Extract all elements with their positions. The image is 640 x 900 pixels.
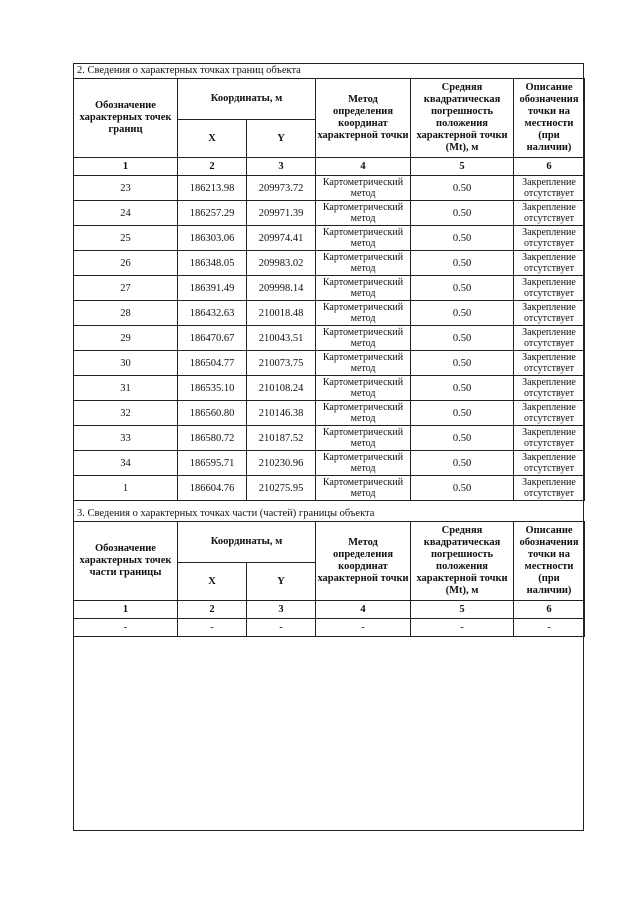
y-coordinate-cell: 210146.38 (247, 401, 316, 426)
column-number: 3 (247, 601, 316, 619)
column-number: 1 (74, 601, 178, 619)
section-2-title: 2. Сведения о характерных точках границ объекта (77, 65, 301, 76)
error-cell: 0.50 (411, 326, 514, 351)
method-cell: Картометрический метод (316, 426, 411, 451)
description-cell: Закрепление отсутствует (514, 301, 585, 326)
point-cell: 23 (74, 176, 178, 201)
point-cell: 33 (74, 426, 178, 451)
method-cell: Картометрический метод (316, 301, 411, 326)
y-coordinate-cell: 210275.95 (247, 476, 316, 501)
column-number: 3 (247, 158, 316, 176)
error-cell: 0.50 (411, 276, 514, 301)
x-coordinate-cell: - (178, 619, 247, 637)
description-cell: Закрепление отсутствует (514, 476, 585, 501)
coordinates-header: Координаты, м (178, 522, 316, 563)
column-number: 6 (514, 158, 585, 176)
y-coordinate-cell: 210018.48 (247, 301, 316, 326)
method-cell: Картометрический метод (316, 476, 411, 501)
point-cell: 30 (74, 351, 178, 376)
table-row (74, 251, 585, 276)
method-cell: Картометрический метод (316, 226, 411, 251)
column-numbers-row (74, 158, 585, 176)
error-cell: 0.50 (411, 251, 514, 276)
x-coordinate-cell: 186580.72 (178, 426, 247, 451)
error-cell: 0.50 (411, 201, 514, 226)
y-coordinate-cell: 210230.96 (247, 451, 316, 476)
description-cell: Закрепление отсутствует (514, 251, 585, 276)
column-numbers-row (74, 601, 585, 619)
designation-header: Обозначение характерных точек границ (74, 79, 178, 158)
coordinates-header: Координаты, м (178, 79, 316, 120)
description-cell: Закрепление отсутствует (514, 201, 585, 226)
column-number: 2 (178, 601, 247, 619)
column-number: 5 (411, 158, 514, 176)
method-cell: Картометрический метод (316, 376, 411, 401)
column-number: 2 (178, 158, 247, 176)
table-row (74, 619, 585, 637)
y-coordinate-cell: 210043.51 (247, 326, 316, 351)
column-number: 6 (514, 601, 585, 619)
column-number: 1 (74, 158, 178, 176)
point-cell: 27 (74, 276, 178, 301)
y-coordinate-cell: 209983.02 (247, 251, 316, 276)
error-cell: 0.50 (411, 351, 514, 376)
description-cell: Закрепление отсутствует (514, 351, 585, 376)
method-cell: Картометрический метод (316, 176, 411, 201)
description-cell: Закрепление отсутствует (514, 226, 585, 251)
y-coordinate-cell: 210187.52 (247, 426, 316, 451)
description-cell: Закрепление отсутствует (514, 401, 585, 426)
x-header: X (178, 563, 247, 601)
method-cell: Картометрический метод (316, 351, 411, 376)
x-coordinate-cell: 186348.05 (178, 251, 247, 276)
x-header: X (178, 120, 247, 158)
table-row (74, 426, 585, 451)
x-coordinate-cell: 186595.71 (178, 451, 247, 476)
x-coordinate-cell: 186560.80 (178, 401, 247, 426)
method-cell: Картометрический метод (316, 451, 411, 476)
y-header: Y (247, 563, 316, 601)
table-row (74, 301, 585, 326)
table-row (74, 326, 585, 351)
column-number: 5 (411, 601, 514, 619)
x-coordinate-cell: 186535.10 (178, 376, 247, 401)
error-cell: 0.50 (411, 401, 514, 426)
y-coordinate-cell: 209973.72 (247, 176, 316, 201)
table-row (74, 401, 585, 426)
error-header: Средняя квадратическая погрешность положения характерной точки (Mt), м (411, 522, 514, 601)
error-cell: 0.50 (411, 301, 514, 326)
part-boundary-points-table (73, 521, 585, 637)
table-row (74, 376, 585, 401)
y-coordinate-cell: 209971.39 (247, 201, 316, 226)
error-cell: 0.50 (411, 451, 514, 476)
point-cell: 26 (74, 251, 178, 276)
description-header: Описание обозначения точки на местности (при наличии) (514, 522, 585, 601)
x-coordinate-cell: 186504.77 (178, 351, 247, 376)
method-header: Метод определения координат характерной точки (316, 79, 411, 158)
error-cell: - (411, 619, 514, 637)
error-cell: 0.50 (411, 176, 514, 201)
point-cell: 1 (74, 476, 178, 501)
point-cell: 31 (74, 376, 178, 401)
table-row (74, 276, 585, 301)
method-cell: Картометрический метод (316, 276, 411, 301)
point-cell: 25 (74, 226, 178, 251)
description-header: Описание обозначения точки на местности (при наличии) (514, 79, 585, 158)
y-coordinate-cell: 210108.24 (247, 376, 316, 401)
method-cell: - (316, 619, 411, 637)
x-coordinate-cell: 186391.49 (178, 276, 247, 301)
table-row (74, 476, 585, 501)
table-row (74, 451, 585, 476)
x-coordinate-cell: 186432.63 (178, 301, 247, 326)
description-cell: - (514, 619, 585, 637)
point-cell: 28 (74, 301, 178, 326)
point-cell: - (74, 619, 178, 637)
error-header: Средняя квадратическая погрешность положения характерной точки (Mt), м (411, 79, 514, 158)
y-coordinate-cell: 209974.41 (247, 226, 316, 251)
x-coordinate-cell: 186257.29 (178, 201, 247, 226)
method-header: Метод определения координат характерной точки (316, 522, 411, 601)
y-header: Y (247, 120, 316, 158)
point-cell: 29 (74, 326, 178, 351)
x-coordinate-cell: 186470.67 (178, 326, 247, 351)
designation-header: Обозначение характерных точек части границы (74, 522, 178, 601)
method-cell: Картометрический метод (316, 251, 411, 276)
x-coordinate-cell: 186303.06 (178, 226, 247, 251)
method-cell: Картометрический метод (316, 326, 411, 351)
error-cell: 0.50 (411, 376, 514, 401)
description-cell: Закрепление отсутствует (514, 326, 585, 351)
table-row (74, 176, 585, 201)
column-number: 4 (316, 601, 411, 619)
y-coordinate-cell: 210073.75 (247, 351, 316, 376)
y-coordinate-cell: 209998.14 (247, 276, 316, 301)
error-cell: 0.50 (411, 476, 514, 501)
description-cell: Закрепление отсутствует (514, 376, 585, 401)
error-cell: 0.50 (411, 226, 514, 251)
point-cell: 24 (74, 201, 178, 226)
method-cell: Картометрический метод (316, 201, 411, 226)
table-row (74, 226, 585, 251)
boundary-points-table (73, 78, 585, 501)
column-number: 4 (316, 158, 411, 176)
x-coordinate-cell: 186604.76 (178, 476, 247, 501)
x-coordinate-cell: 186213.98 (178, 176, 247, 201)
description-cell: Закрепление отсутствует (514, 451, 585, 476)
description-cell: Закрепление отсутствует (514, 176, 585, 201)
description-cell: Закрепление отсутствует (514, 276, 585, 301)
section-3-title: 3. Сведения о характерных точках части (частей) границы объекта (77, 508, 375, 519)
point-cell: 34 (74, 451, 178, 476)
error-cell: 0.50 (411, 426, 514, 451)
method-cell: Картометрический метод (316, 401, 411, 426)
y-coordinate-cell: - (247, 619, 316, 637)
description-cell: Закрепление отсутствует (514, 426, 585, 451)
point-cell: 32 (74, 401, 178, 426)
table-row (74, 351, 585, 376)
table-row (74, 201, 585, 226)
